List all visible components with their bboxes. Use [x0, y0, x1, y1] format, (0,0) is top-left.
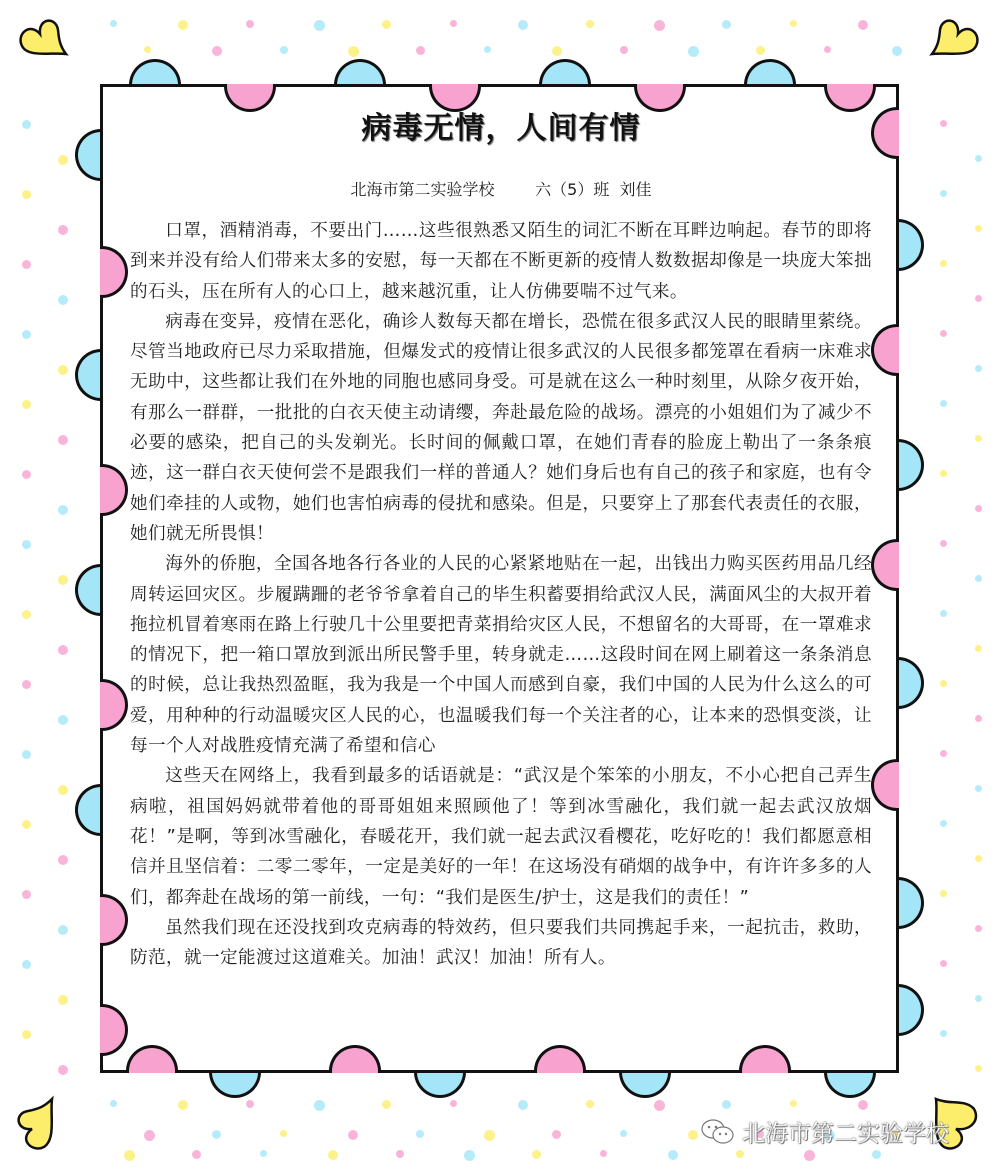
- confetti-dot: [975, 225, 982, 232]
- confetti-dot: [940, 260, 947, 267]
- confetti-dot: [328, 1150, 338, 1160]
- confetti-dot: [654, 20, 665, 31]
- blue-semicircle: [619, 1070, 671, 1098]
- confetti-dot: [975, 295, 982, 302]
- confetti-dot: [246, 1100, 254, 1108]
- blue-semicircle: [539, 59, 591, 87]
- confetti-dot: [246, 20, 254, 28]
- confetti-dot: [22, 890, 31, 899]
- confetti-dot: [22, 260, 31, 269]
- confetti-dot: [450, 20, 457, 27]
- confetti-dot: [58, 995, 68, 1005]
- confetti-dot: [940, 190, 947, 197]
- confetti-dot: [58, 715, 68, 725]
- confetti-dot: [260, 1150, 267, 1157]
- confetti-dot: [22, 190, 31, 199]
- confetti-dot: [22, 400, 31, 409]
- blue-semicircle: [896, 984, 924, 1036]
- confetti-dot: [940, 610, 947, 617]
- confetti-dot: [688, 1130, 698, 1140]
- paragraph: 海外的侨胞，全国各地各行各业的人民的心紧紧地贴在一起，出钱出力购买医药用品几经周转运回灾区。步履蹒跚的老爷爷拿着自己的毕生积蓄要捐给武汉人民，满面风尘的大叔开着拖拉机冒着寒雨在路上行驶几十公里要把青菜捐给灾区人民，不想留名的大哥哥，在一罩难求的情况下，把一箱口罩放到派出所民警手里，转身就走……这段时间在网上刷着这一条条消息的时候，总让我热烈盈眶，我为我是一个中国人而感到自豪，我们中国的人民为什么这么的可爱，用种种的行动温暖灾区人民的心，也温暖我们每一个关注者的心，让本来的恐惧变淡，让每一个人对战胜疫情充满了希望和信心: [130, 554, 872, 757]
- paragraph: 病毒在变异，疫情在恶化，确诊人数每天都在增长，恐慌在很多武汉人民的眼睛里萦绕。尽管当地政府已尽力采取措施，但爆发式的疫情让很多武汉的人民很多都笼罩在看病一床难求无助中，这些都让我们在外地的同胞也感同身受。可是就在这么一种时刻里，从除夕夜开始，有那么一群群，一批批的白衣天使主动请缨，奔赴最危险的战场。漂亮的小姐姐们为了减少不必要的感染，把自己的头发剃光。长时间的佩戴口罩，在她们青春的脸庞上勒出了一条条痕迹，这一群白衣天使何尝不是跟我们一样的普通人？她们身后也有自己的孩子和家庭，也有令她们牵挂的人或物，她们也害怕病毒的侵扰和感染。但是，只要穿上了那套代表责任的衣服，她们就无所畏惧！: [130, 311, 872, 544]
- confetti-dot: [552, 46, 562, 56]
- confetti-dot: [178, 1100, 188, 1110]
- confetti-dot: [552, 1130, 561, 1139]
- confetti-dot: [416, 1130, 424, 1138]
- confetti-dot: [940, 1030, 947, 1037]
- heart-icon: [12, 1095, 58, 1153]
- confetti-dot: [382, 1100, 391, 1109]
- confetti-dot: [22, 1030, 31, 1039]
- confetti-dot: [348, 46, 359, 57]
- confetti-dot: [858, 1100, 868, 1110]
- confetti-dot: [975, 435, 982, 442]
- confetti-dot: [212, 1130, 221, 1139]
- confetti-dot: [22, 750, 31, 759]
- confetti-dot: [940, 890, 947, 897]
- blue-semicircle: [209, 1070, 261, 1098]
- blue-semicircle: [896, 439, 924, 491]
- blue-semicircle: [334, 59, 386, 87]
- confetti-dot: [178, 20, 188, 30]
- confetti-dot: [975, 505, 982, 512]
- confetti-dot: [192, 1150, 201, 1159]
- confetti-dot: [620, 1130, 627, 1137]
- confetti-dot: [858, 20, 868, 30]
- paragraph: 虽然我们现在还没找到攻克病毒的特效药，但只要我们共同携起手来，一起抗击，救助，防范，就一定能渡过这道难关。加油！武汉！加油！所有人。: [130, 917, 872, 969]
- confetti-dot: [804, 1150, 815, 1161]
- confetti-dot: [144, 1130, 155, 1141]
- confetti-dot: [756, 46, 765, 55]
- confetti-dot: [212, 46, 222, 56]
- confetti-dot: [668, 1150, 678, 1160]
- confetti-dot: [22, 610, 31, 619]
- confetti-dot: [654, 1100, 665, 1111]
- confetti-dot: [940, 120, 947, 127]
- confetti-dot: [144, 46, 151, 53]
- heart-icon: [16, 12, 72, 68]
- confetti-dot: [975, 855, 982, 862]
- paragraph: 口罩，酒精消毒，不要出门……这些很熟悉又陌生的词汇不断在耳畔边响起。春节的即将到来并没有给人们带来太多的安慰，每一天都在不断更新的疫情人数数据却像是一块庞大笨拙的石头，压在所有人的心口上，越来越沉重，让人仿佛要喘不过气来。: [130, 221, 872, 302]
- confetti-dot: [975, 575, 982, 582]
- blue-semicircle: [744, 59, 796, 87]
- confetti-dot: [484, 1130, 495, 1141]
- confetti-dot: [22, 820, 31, 829]
- confetti-dot: [975, 365, 982, 372]
- confetti-dot: [975, 925, 982, 932]
- confetti-dot: [416, 46, 425, 55]
- confetti-dot: [58, 645, 68, 655]
- confetti-dot: [58, 155, 68, 165]
- confetti-dot: [58, 295, 68, 305]
- confetti-dot: [58, 925, 68, 935]
- article-title: 病毒无情，人间有情: [361, 111, 641, 146]
- confetti-dot: [940, 470, 947, 477]
- confetti-dot: [518, 1100, 528, 1110]
- confetti-dot: [58, 575, 68, 585]
- confetti-dot: [940, 820, 947, 827]
- confetti-dot: [58, 435, 68, 445]
- confetti-dot: [484, 46, 491, 53]
- blue-semicircle: [75, 129, 103, 181]
- confetti-dot: [688, 46, 699, 57]
- confetti-dot: [280, 1130, 287, 1137]
- confetti-dot: [975, 645, 982, 652]
- confetti-dot: [892, 46, 902, 56]
- wechat-icon: [700, 1118, 736, 1146]
- confetti-dot: [58, 1065, 68, 1075]
- confetti-dot: [790, 20, 797, 27]
- confetti-dot: [940, 750, 947, 757]
- confetti-dot: [975, 995, 982, 1002]
- confetti-dot: [722, 20, 731, 29]
- confetti-dot: [518, 20, 528, 30]
- blue-semicircle: [75, 784, 103, 836]
- heart-icon: [926, 12, 982, 68]
- confetti-dot: [940, 330, 947, 337]
- confetti-dot: [532, 1150, 541, 1159]
- confetti-dot: [824, 46, 831, 53]
- confetti-dot: [975, 155, 982, 162]
- confetti-dot: [58, 225, 68, 235]
- confetti-dot: [58, 505, 68, 515]
- blue-semicircle: [414, 1070, 466, 1098]
- confetti-dot: [22, 120, 31, 129]
- confetti-dot: [940, 540, 947, 547]
- confetti-dot: [58, 365, 68, 375]
- watermark-text: 北海市第二实验学校: [742, 1121, 949, 1147]
- confetti-dot: [58, 855, 68, 865]
- confetti-dot: [600, 1150, 607, 1157]
- blue-semicircle: [896, 219, 924, 271]
- confetti-dot: [940, 680, 947, 687]
- confetti-dot: [722, 1100, 731, 1109]
- confetti-dot: [22, 540, 31, 549]
- confetti-dot: [396, 1150, 404, 1158]
- blue-semicircle: [75, 349, 103, 401]
- blue-semicircle: [896, 657, 924, 709]
- confetti-dot: [22, 470, 31, 479]
- confetti-dot: [280, 46, 288, 54]
- confetti-dot: [586, 1100, 594, 1108]
- confetti-dot: [348, 1130, 358, 1140]
- confetti-dot: [110, 20, 117, 27]
- confetti-dot: [586, 20, 594, 28]
- confetti-dot: [975, 715, 982, 722]
- confetti-dot: [975, 785, 982, 792]
- confetti-dot: [382, 20, 391, 29]
- article-byline: 北海市第二实验学校 六（5）班 刘佳: [350, 180, 652, 199]
- confetti-dot: [58, 785, 68, 795]
- confetti-dot: [450, 1100, 457, 1107]
- confetti-dot: [620, 46, 628, 54]
- confetti-dot: [22, 960, 31, 969]
- confetti-dot: [22, 330, 31, 339]
- confetti-dot: [790, 1100, 797, 1107]
- paragraph: 这些天在网络上，我看到最多的话语就是：“武汉是个笨笨的小朋友，不小心把自己弄生病啦，祖国妈妈就带着他的哥哥姐姐来照顾他了！等到冰雪融化，我们就一起去武汉放烟花！”是啊，等到冰雪融化，春暖花开，我们就一起去武汉看樱花，吃好吃的！我们都愿意相信并且坚信着：二零二零年，一定是美好的一年！在这场没有硝烟的战争中，有许许多多的人们，都奔赴在战场的第一前线，一句：“我们是医生/护士，这是我们的责任！”: [130, 766, 872, 908]
- confetti-dot: [940, 400, 947, 407]
- confetti-dot: [110, 1100, 117, 1107]
- confetti-dot: [22, 680, 31, 689]
- confetti-dot: [940, 960, 947, 967]
- confetti-dot: [464, 1150, 475, 1161]
- blue-semicircle: [824, 1070, 876, 1098]
- confetti-dot: [975, 1065, 982, 1072]
- confetti-dot: [124, 1150, 135, 1161]
- confetti-dot: [736, 1150, 744, 1158]
- confetti-dot: [314, 1100, 325, 1111]
- blue-semicircle: [129, 59, 181, 87]
- confetti-dot: [314, 20, 325, 31]
- blue-semicircle: [896, 877, 924, 929]
- confetti-dot: [872, 1150, 881, 1159]
- source-watermark: [700, 1115, 949, 1148]
- article: [130, 95, 872, 973]
- blue-semicircle: [75, 564, 103, 616]
